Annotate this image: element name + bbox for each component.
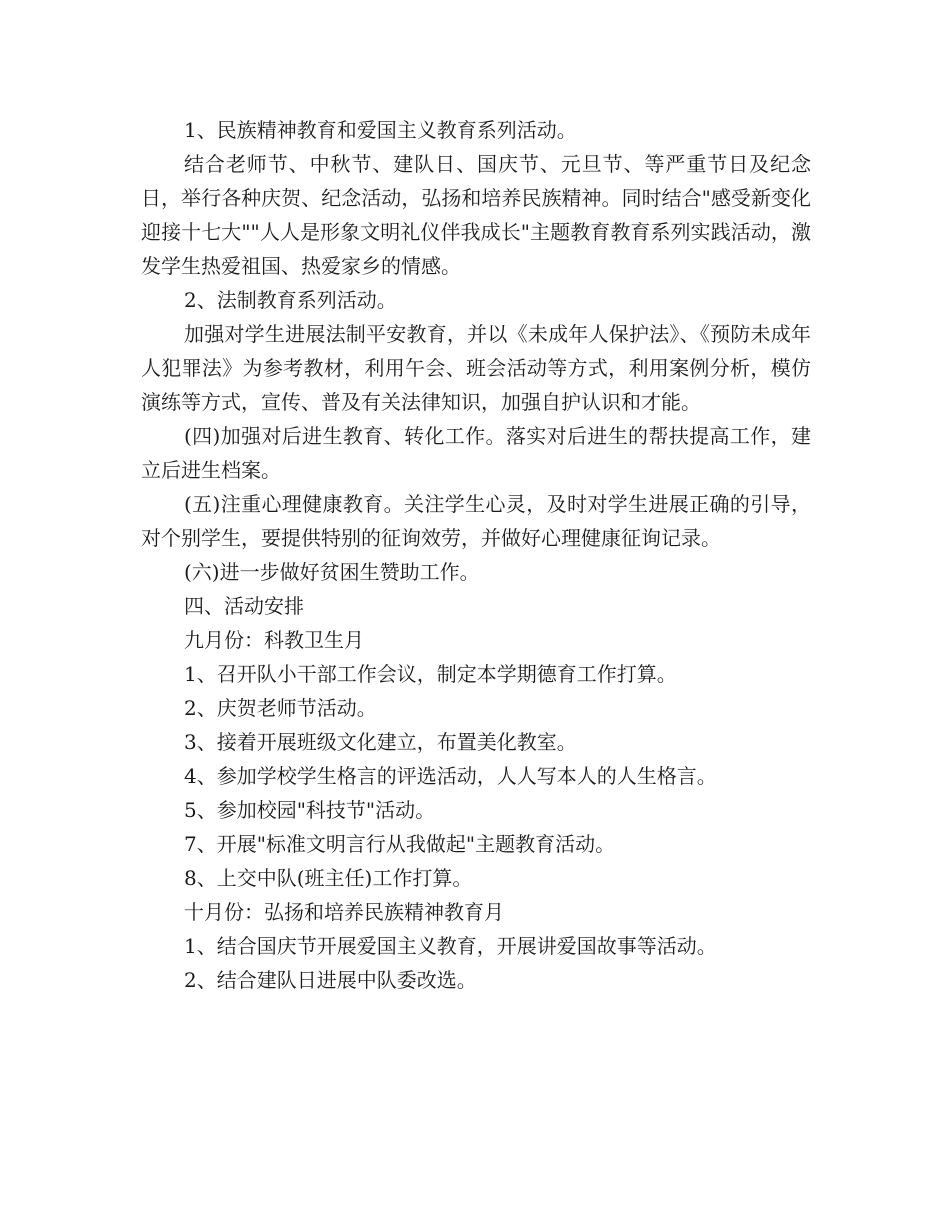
heading-september: 九月份：科教卫生月 <box>184 628 364 652</box>
list-item-sep-2: 2、庆贺老师节活动。 <box>184 696 377 720</box>
paragraph-section-6: (六)进一步做好贫困生赞助工作。 <box>184 560 480 584</box>
paragraph-legal-education: 加强对学生进展法制平安教育，并以《未成年人保护法》、《预防未成年人犯罪法》为参考教材，利用午会、班会活动等方式，利用案例分析，模仿演练等方式，宣传、普及有关法律知识，加强自护认识和才能。 <box>141 322 811 414</box>
paragraph-item-1-heading: 1、民族精神教育和爱国主义教育系列活动。 <box>184 118 577 142</box>
paragraph-section-5: (五)注重心理健康教育。关注学生心灵，及时对学生进展正确的引导，对个别学生，要提供特别的征询效劳，并做好心理健康征询记录。 <box>141 492 811 550</box>
list-item-sep-3: 3、接着开展班级文化建立，布置美化教室。 <box>184 730 577 754</box>
list-item-sep-1: 1、召开队小干部工作会议，制定本学期德育工作打算。 <box>184 662 677 686</box>
document-body <box>141 113 811 997</box>
list-item-sep-8: 8、上交中队(班主任)工作打算。 <box>184 866 473 890</box>
paragraph-item-2-heading: 2、法制教育系列活动。 <box>184 288 397 312</box>
heading-october: 十月份：弘扬和培养民族精神教育月 <box>184 900 504 924</box>
paragraph-section-4: (四)加强对后进生教育、转化工作。落实对后进生的帮扶提高工作，建立后进生档案。 <box>141 424 811 482</box>
list-item-oct-2: 2、结合建队日进展中队委改选。 <box>184 968 477 992</box>
list-item-oct-1: 1、结合国庆节开展爱国主义教育，开展讲爱国故事等活动。 <box>184 934 717 958</box>
list-item-sep-4: 4、参加学校学生格言的评选活动，人人写本人的人生格言。 <box>184 764 717 788</box>
list-item-sep-7: 7、开展"标准文明言行从我做起"主题教育活动。 <box>184 832 616 856</box>
list-item-sep-5: 5、参加校园"科技节"活动。 <box>184 798 436 822</box>
paragraph-national-spirit-activities: 结合老师节、中秋节、建队日、国庆节、元旦节、等严重节日及纪念日，举行各种庆贺、纪念活动，弘扬和培养民族精神。同时结合"感受新变化迎接十七大""人人是形象文明礼仪伴我成长"主题教育教育系列实践活动，激发学生热爱祖国、热爱家乡的情感。 <box>141 152 811 278</box>
heading-activity-schedule: 四、活动安排 <box>184 594 304 618</box>
